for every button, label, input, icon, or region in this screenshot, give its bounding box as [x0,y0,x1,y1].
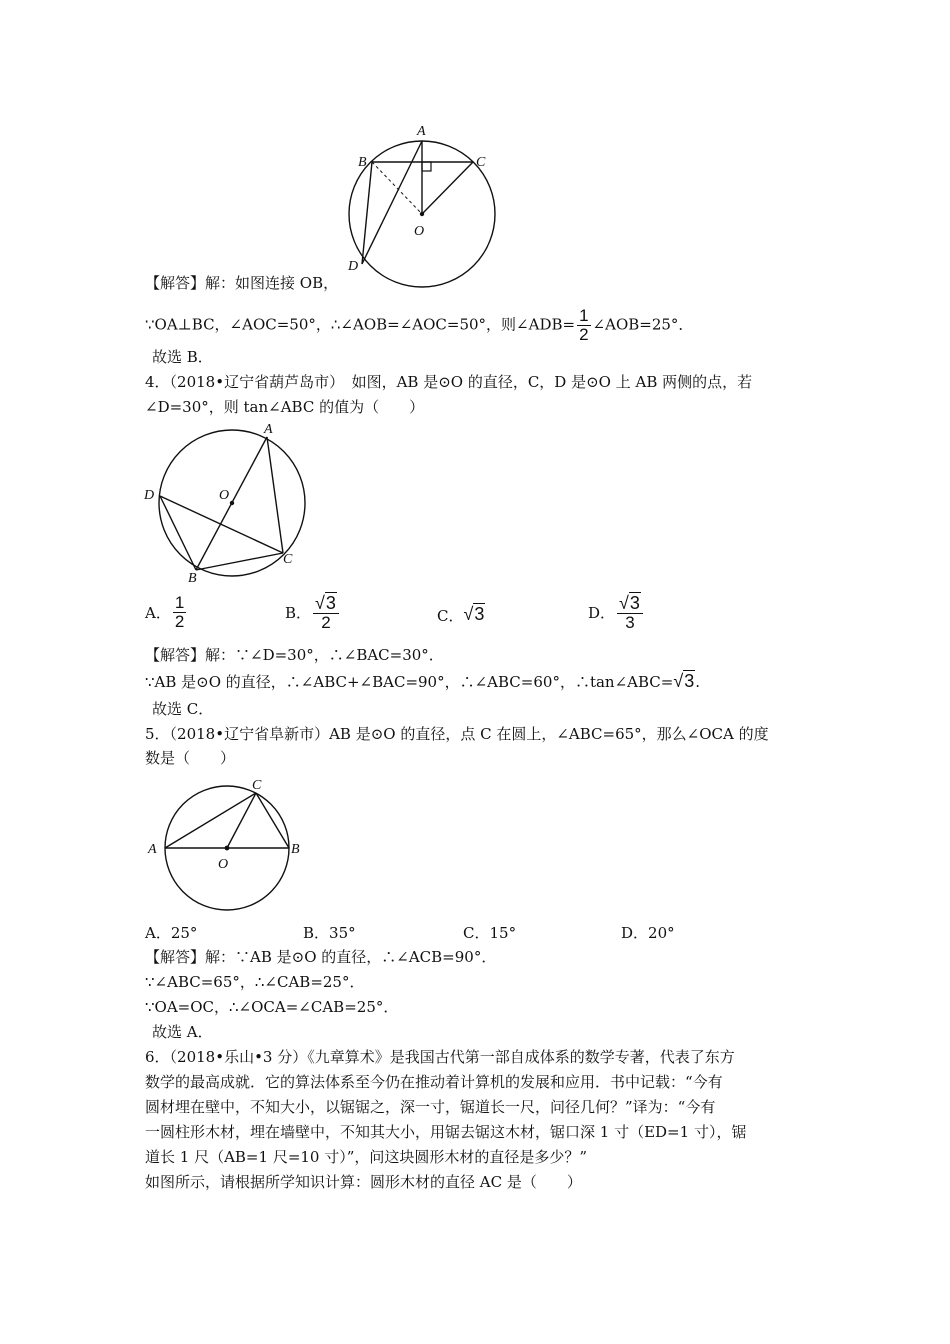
segment-ob-dashed [372,162,422,214]
option-a[interactable]: A． $\frac{1}{2}$ [145,593,185,631]
q6-stem-line2: 数学的最高成就．它的算法体系至今仍在推动着计算机的发展和应用．书中记载：“今有 [145,1073,723,1091]
label-d: D [348,259,359,274]
label-b: B [291,842,300,857]
q3-solution-line2: ∵OA⊥BC，∠AOC=50°，∴∠AOB=∠AOC=50°，则∠ADB= $\frac{1}{2}$ ∠AOB=25°． [145,306,694,344]
label-o: O [218,857,229,872]
label-b: B [358,155,367,170]
option-c[interactable]: C．√3 [437,604,485,625]
q3-solution-line1: 【解答】解：如图连接 OB， [145,274,339,292]
label-a: A [264,422,273,437]
q6-stem-line5: 道长 1 尺（AB=1 尺=10 寸）”，问这块圆形木材的直径是多少？” [145,1148,588,1166]
label-c: C [252,778,262,793]
chord-ac [267,437,283,553]
right-angle-mark [422,162,431,171]
q6-stem-line3: 圆材埋在壁中，不知大小，以锯锯之，深一寸，锯道长一尺，问径几何？”译为：“今有 [145,1098,716,1116]
q6-stem-line1: 6．（2018•乐山•3 分）《九章算术》是我国古代第一部自成体系的数学专著，代表了东方 [145,1048,735,1066]
segment-oc [422,162,473,214]
figure-circle-abcd-top [340,118,505,290]
q5-answer: 故选 A． [152,1023,213,1041]
q5-solution-line1: 【解答】解：∵AB 是⊙O 的直径，∴∠ACB=90°． [145,948,497,966]
figure-circle-q5 [140,772,315,912]
option-d[interactable]: D． $\frac{√3}{3}$ [588,594,645,632]
q5-option-d[interactable]: D．20° [621,924,675,942]
center-dot [230,501,234,505]
q5-option-a[interactable]: A．25° [145,924,198,942]
label-d: D [144,488,155,503]
label-c: C [283,552,293,567]
chord-ac [165,793,256,848]
chord-da [362,141,425,264]
q5-option-c[interactable]: C．15° [463,924,517,942]
label-o: O [414,224,425,239]
q4-stem-line1: 4．（2018•辽宁省葫芦岛市） 如图，AB 是⊙O 的直径，C，D 是⊙O 上 AB 两侧的点，若 [145,373,753,391]
chord-db [362,162,372,264]
q5-solution-line2: ∵∠ABC=65°，∴∠CAB=25°． [145,973,365,991]
chord-bc [196,553,283,570]
q3-answer: 故选 B． [152,348,213,366]
label-c: C [476,155,486,170]
center-dot [225,846,230,851]
q4-stem-line2: ∠D=30°，则 tan∠ABC 的值为（ ） [145,398,425,416]
q5-stem-line1: 5．（2018•辽宁省阜新市）AB 是⊙O 的直径，点 C 在圆上，∠ABC=65°，那么∠OCA 的度 [145,725,769,743]
q6-stem-line6: 如图所示，请根据所学知识计算：圆形木材的直径 AC 是（ ） [145,1173,582,1191]
label-b: B [188,571,197,585]
q5-solution-line3: ∵OA=OC，∴∠OCA=∠CAB=25°． [145,998,399,1016]
q6-stem-line4: 一圆柱形木材，埋在墙壁中，不知其大小，用锯去锯这木材，锯口深 1 寸（ED=1 寸），锯 [145,1123,747,1141]
q4-solution-line2: ∵AB 是⊙O 的直径，∴∠ABC+∠BAC=90°，∴∠ABC=60°，∴tan∠ABC=√3. [145,671,701,691]
label-a: A [417,124,426,139]
q4-solution-line1: 【解答】解：∵∠D=30°，∴∠BAC=30°． [145,646,444,664]
fraction-one-half: $\frac{1}{2}$ [579,306,589,344]
label-o: O [219,488,230,503]
chord-dc [160,496,283,553]
q5-stem-line2: 数是（ ） [145,749,236,767]
label-a: A [148,842,157,857]
figure-circle-q4 [140,420,315,585]
option-b[interactable]: B． $\frac{√3}{2}$ [285,594,341,632]
q5-option-b[interactable]: B．35° [303,924,356,942]
chord-cb [256,793,289,848]
q4-answer: 故选 C． [152,700,214,718]
center-dot [420,212,424,216]
